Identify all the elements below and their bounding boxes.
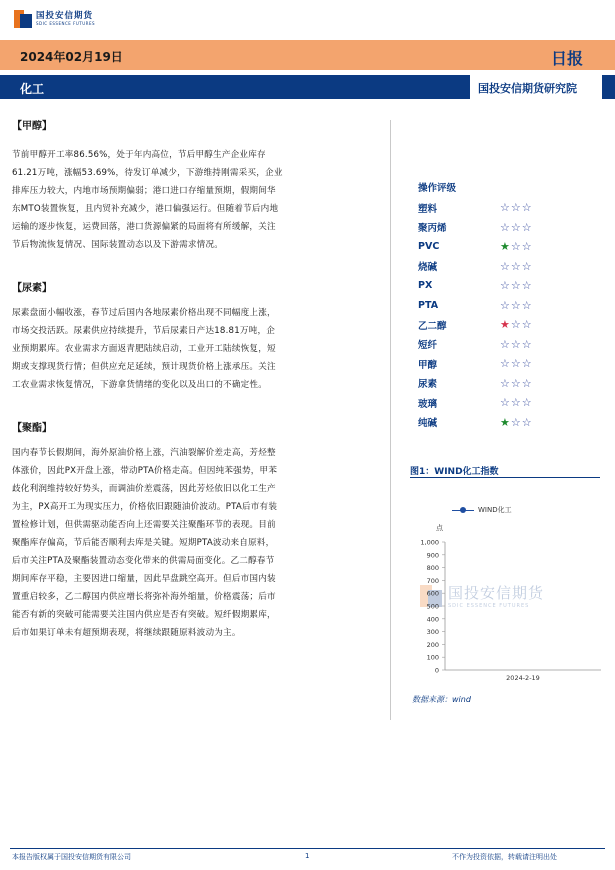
- logo-mark-icon: [14, 10, 32, 28]
- rating-stars: [500, 299, 533, 312]
- rating-commodity: 玻璃: [418, 398, 438, 410]
- empty-star-icon: ☆: [510, 396, 522, 410]
- empty-star-icon: ☆: [500, 298, 511, 312]
- report-type: 日报: [551, 49, 584, 68]
- rating-row: [418, 218, 533, 238]
- rating-commodity: PTA: [418, 299, 439, 311]
- rating-commodity: 乙二醇: [418, 320, 447, 332]
- page-number: 1: [305, 852, 310, 860]
- paragraph-line: 业预期累库。农业需求方面返青肥陆续启动，工业开工陆续恢复，短: [12, 344, 276, 354]
- section-polyester: [12, 422, 384, 642]
- empty-star-icon: ☆: [521, 396, 533, 410]
- y-tick-label: 800: [426, 564, 439, 573]
- rating-commodity: 烧碱: [418, 262, 438, 274]
- watermark-name: 国投安信期货: [448, 584, 545, 602]
- empty-star-icon: ☆: [510, 259, 522, 273]
- paragraph-line: 为主，PX高开工为现实压力，价格依旧跟随油价波动。PTA后市有装: [12, 502, 278, 512]
- company-logo: [14, 8, 95, 30]
- rating-row: [418, 374, 533, 394]
- empty-star-icon: ☆: [500, 337, 511, 351]
- rating-row: [418, 413, 533, 433]
- paragraph-line: 体涨价，因此PX开盘上涨，带动PTA价格走高。但因纯苯强势，甲苯: [12, 466, 278, 476]
- rating-row: [418, 257, 533, 277]
- y-tick-label: 0: [434, 666, 439, 675]
- paragraph-line: 国内春节长假期间，海外原油价格上涨，汽油裂解价差走高，芳烃整: [12, 448, 276, 458]
- section-urea: [12, 282, 384, 394]
- paragraph-line: 歧化利润维持较好势头，而调油价差震荡，因此芳烃依旧以化工生产: [12, 484, 276, 494]
- paragraph-line: 期间库存平稳，主要因进口缩量，因此早盘跳空高开。但后市国内装: [12, 574, 276, 584]
- legend-line-marker-icon: [452, 507, 474, 513]
- rating-row: [418, 198, 533, 218]
- empty-star-icon: ☆: [500, 220, 511, 234]
- institute-name: 国投安信期货研究院: [478, 82, 577, 95]
- rating-commodity: PX: [418, 280, 433, 292]
- empty-star-icon: ☆: [521, 376, 533, 390]
- rating-commodity: 塑料: [418, 203, 438, 215]
- paragraph-line: 后市如果订单未有超预期表现，将继续跟随原料波动为主。: [12, 628, 241, 638]
- y-tick-label: 1,000: [420, 538, 439, 547]
- empty-star-icon: ☆: [510, 240, 522, 254]
- empty-star-icon: ☆: [521, 318, 533, 332]
- paragraph-line: 能否有新的突破可能需要关注国内供应是否有突破。短纤假期累库，: [12, 610, 276, 620]
- empty-star-icon: ☆: [521, 357, 533, 371]
- rating-row: [418, 354, 533, 374]
- figure-title: 图1：WIND化工指数: [410, 467, 499, 477]
- legend-label: WIND化工: [478, 506, 512, 514]
- paragraph-line: 聚酯库存偏高，节后能否顺利去库是关键。短期PTA波动来自原料，: [12, 538, 275, 548]
- section-title: 【聚酯】: [12, 423, 52, 434]
- paragraph-line: 尿素盘面小幅收涨，春节过后国内各地尿素价格出现不同幅度上涨，: [12, 308, 276, 318]
- watermark-english: SDIC ESSENCE FUTURES: [448, 603, 530, 609]
- filled-star-icon: ★: [500, 240, 511, 254]
- empty-star-icon: ☆: [510, 376, 522, 390]
- rating-row: [418, 315, 533, 335]
- paragraph-line: 节前甲醇开工率86.56%，处于年内高位，节后甲醇生产企业库存: [12, 150, 266, 160]
- paragraph-line: 置重启较多，乙二醇国内供应增长将弥补海外缩量，价格震荡；后市: [12, 592, 276, 602]
- empty-star-icon: ☆: [500, 201, 511, 215]
- footer-rule: [10, 848, 605, 849]
- paragraph-line: 61.21万吨，涨幅53.69%，待发订单减少，下游维持刚需采买，企业: [12, 168, 283, 178]
- empty-star-icon: ☆: [500, 357, 511, 371]
- paragraph-line: 期或支撑现货行情；但供应充足延续，预计现货价格上涨承压。关注: [12, 362, 276, 372]
- empty-star-icon: ☆: [510, 318, 522, 332]
- empty-star-icon: ☆: [521, 201, 533, 215]
- empty-star-icon: ☆: [510, 220, 522, 234]
- paragraph-line: 节后物流恢复情况、国际装置动态以及下游需求情况。: [12, 240, 224, 250]
- empty-star-icon: ☆: [510, 357, 522, 371]
- empty-star-icon: ☆: [500, 259, 511, 273]
- paragraph-line: 市场交投活跃。尿素供应持续提升，节后尿素日产达18.81万吨，企: [12, 326, 276, 336]
- y-tick-label: 100: [426, 653, 439, 662]
- empty-star-icon: ☆: [510, 415, 522, 429]
- rating-list: [418, 198, 533, 432]
- footer-copyright: 本报告版权属于国投安信期货有限公司: [12, 853, 131, 861]
- filled-star-icon: ★: [500, 415, 511, 429]
- rating-stars: [500, 279, 533, 292]
- rating-row: [418, 276, 533, 296]
- rating-stars: [500, 260, 533, 273]
- paragraph-line: 运输的逐步恢复，运费回落，港口货源偏紧的局面将有所缓解，关注: [12, 222, 276, 232]
- report-date: 2024年02月19日: [20, 50, 123, 64]
- empty-star-icon: ☆: [500, 376, 511, 390]
- rating-commodity: 尿素: [418, 379, 438, 391]
- y-tick-label: 500: [426, 602, 439, 611]
- data-source: 数据来源：wind: [412, 695, 471, 704]
- section-title: 【甲醇】: [12, 121, 52, 132]
- figure-title-rule: [410, 477, 600, 478]
- rating-stars: [500, 416, 533, 429]
- rating-commodity: 短纤: [418, 340, 438, 352]
- rating-commodity: 甲醇: [418, 359, 438, 371]
- rating-stars: [500, 201, 533, 214]
- rating-title: 操作评级: [418, 183, 457, 194]
- y-tick-label: 600: [426, 589, 439, 598]
- paragraph-line: 东MTO装置恢复，且内贸补充减少，港口偏强运行。但随着节后内地: [12, 204, 279, 214]
- empty-star-icon: ☆: [521, 415, 533, 429]
- rating-commodity: 聚丙烯: [418, 223, 447, 235]
- rating-stars: [500, 396, 533, 409]
- column-divider: [390, 120, 391, 720]
- paragraph-line: 排库压力较大，内地市场预期偏弱；港口进口存缩量预期，假期间华: [12, 186, 276, 196]
- empty-star-icon: ☆: [521, 240, 533, 254]
- empty-star-icon: ☆: [510, 279, 522, 293]
- empty-star-icon: ☆: [521, 259, 533, 273]
- paragraph-line: 置检修计划，但供需驱动能否向上还需要关注聚酯环节的表现。目前: [12, 520, 276, 530]
- empty-star-icon: ☆: [510, 337, 522, 351]
- chart-unit: 点: [436, 524, 443, 532]
- empty-star-icon: ☆: [510, 201, 522, 215]
- rating-stars: [500, 240, 533, 253]
- rating-stars: [500, 338, 533, 351]
- empty-star-icon: ☆: [521, 298, 533, 312]
- empty-star-icon: ☆: [500, 396, 511, 410]
- wind-chemical-index-chart: [405, 530, 605, 690]
- y-tick-label: 700: [426, 576, 439, 585]
- logo-english-name: SDIC ESSENCE FUTURES: [36, 21, 96, 27]
- rating-row: [418, 393, 533, 413]
- logo-text: [36, 12, 95, 27]
- rating-commodity: PVC: [418, 241, 440, 253]
- rating-commodity: 纯碱: [418, 418, 438, 430]
- rating-stars: [500, 377, 533, 390]
- y-tick-label: 300: [426, 628, 439, 637]
- rating-stars: [500, 318, 533, 331]
- paragraph-line: 工农业需求恢复情况，下游拿货情绪的变化以及出口的不确定性。: [12, 380, 268, 390]
- filled-star-icon: ★: [500, 318, 511, 332]
- sector-label: 化工: [20, 82, 45, 96]
- logo-name: 国投安信期货: [36, 10, 94, 21]
- paragraph-line: 后市关注PTA及聚酯装置动态变化带来的供需局面变化。乙二醇春节: [12, 556, 275, 566]
- footer-disclaimer: 不作为投资依据，转载请注明出处: [452, 853, 557, 861]
- x-tick-label: 2024-2-19: [506, 674, 540, 682]
- rating-panel: [418, 180, 533, 432]
- y-tick-label: 900: [426, 551, 439, 560]
- commentary-column: [12, 120, 384, 642]
- empty-star-icon: ☆: [500, 279, 511, 293]
- section-title: 【尿素】: [12, 283, 52, 294]
- rating-stars: [500, 221, 533, 234]
- chart-legend: [452, 505, 512, 515]
- rating-row: [418, 335, 533, 355]
- empty-star-icon: ☆: [521, 337, 533, 351]
- empty-star-icon: ☆: [521, 220, 533, 234]
- section-methanol: [12, 120, 384, 254]
- empty-star-icon: ☆: [521, 279, 533, 293]
- rating-row: [418, 296, 533, 316]
- rating-row: [418, 237, 533, 257]
- empty-star-icon: ☆: [510, 298, 522, 312]
- y-tick-label: 400: [426, 615, 439, 624]
- y-tick-label: 200: [426, 640, 439, 649]
- rating-stars: [500, 357, 533, 370]
